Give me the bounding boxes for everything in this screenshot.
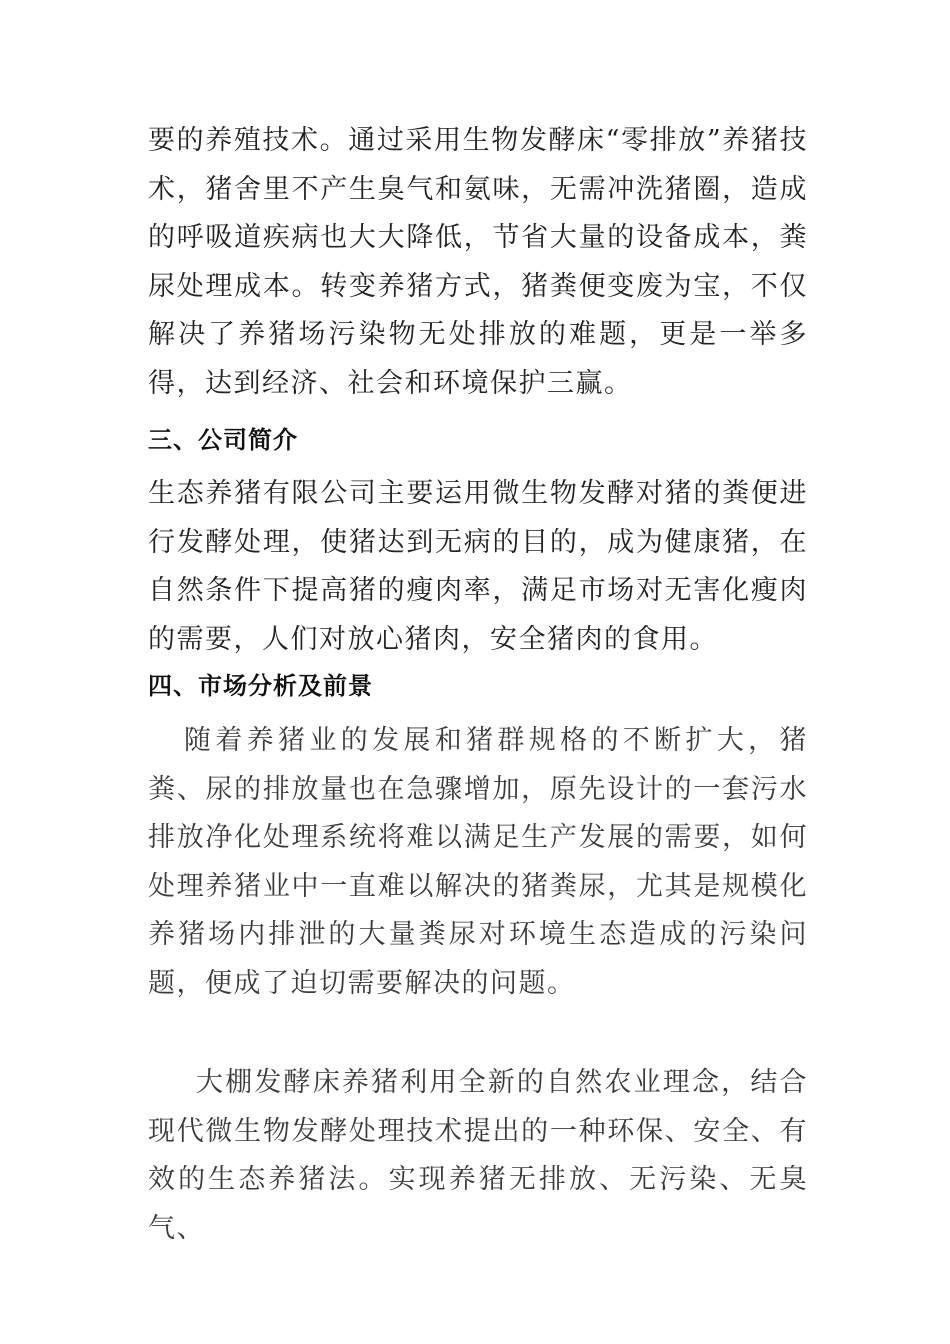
section-heading-company-intro: 三、公司简介: [148, 426, 298, 454]
market-analysis-paragraph-2: 大棚发酵床养猪利用全新的自然农业理念，结合现代微生物发酵处理技术提出的一种环保、安全、有效的生态养猪法。实现养猪无排放、无污染、无臭气、: [148, 1067, 808, 1244]
paragraph-continuation: 要的养殖技术。通过采用生物发酵床“零排放”养猪技术，猪舍里不产生臭气和氨味，无需冲洗猪圈，造成的呼吸道疾病也大大降低，节省大量的设备成本，粪尿处理成本。转变养猪方式，猪粪便变废为宝，不仅解决了养猪场污染物无处排放的难题，更是一举多得，达到经济、社会和环境保护三赢。: [148, 125, 808, 399]
section-heading-market-analysis: 四、市场分析及前景: [148, 672, 373, 700]
market-analysis-paragraph-1: 随着养猪业的发展和猪群规格的不断扩大，猪粪、尿的排放量也在急骤增加，原先设计的一套污水排放净化处理系统将难以满足生产发展的需要，如何处理养猪业中一直难以解决的猪粪尿，尤其是规模化养猪场内排泄的大量粪尿对环境生态造成的污染问题，便成了迫切需要解决的问题。: [148, 725, 808, 999]
company-intro-paragraph: 生态养猪有限公司主要运用微生物发酵对猪的粪便进行发酵处理，使猪达到无病的目的，成为健康猪，在自然条件下提高猪的瘦肉率，满足市场对无害化瘦肉的需要，人们对放心猪肉，安全猪肉的食用。: [148, 478, 808, 655]
